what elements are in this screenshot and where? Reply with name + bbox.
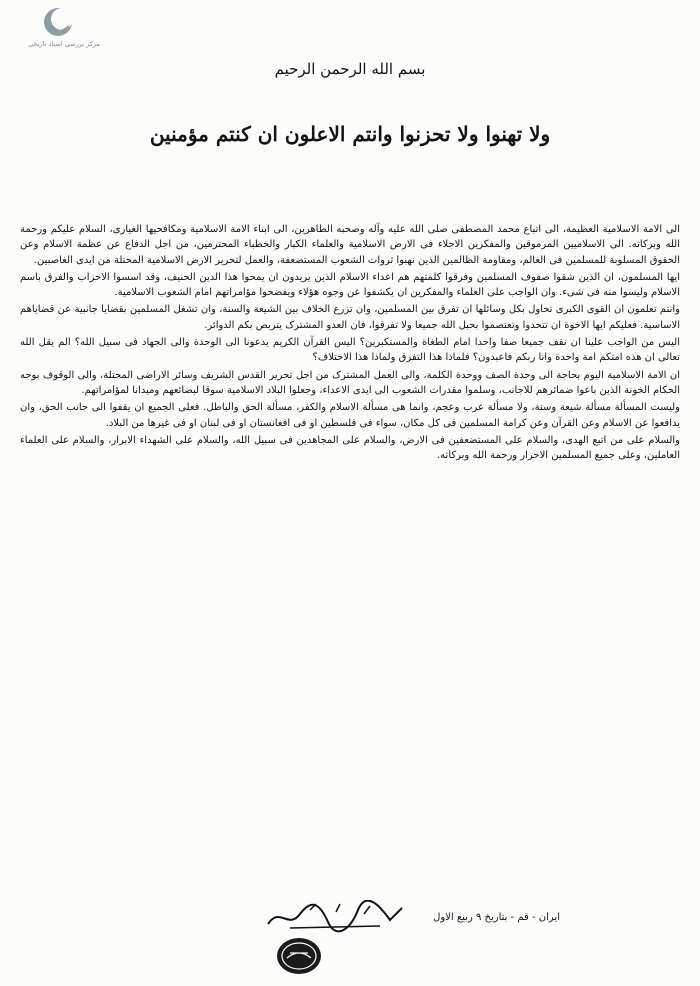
official-seal bbox=[274, 934, 324, 978]
letter-paragraph: ایها المسلمون، ان الذین شقوا صفوف المسلمین وفرقوا کلمتهم هم اعداء الاسلام الذین یریدون ان یمحوا هذا الدین الحنیف، وقد اسسوا الاحزاب والفرق باسم الاسلام ولیسوا منه فی شیء. وان الواجب علی العلماء والمفکرین ان یکشفوا عن وجوه هؤلاء ویفضحوا مؤامراتهم امام الشعوب الاسلامیة. bbox=[20, 271, 680, 299]
letter-paragraph: ان الامة الاسلامیة الیوم بحاجة الی وحدة الصف ووحدة الکلمة، والی العمل المشترک من اجل تحریر القدس الشریف وسائر الاراضی المحتلة، والی الوقوف بوجه الحکام الخونة الذین باعوا ضمائرهم للاجانب، وسلموا مقدرات الشعوب الی ایدی الاعداء، وجعلوا البلاد الاسلامیة سوقا لبضائعهم ومیدانا لمؤامراتهم. bbox=[20, 369, 680, 396]
basmala: بسم الله الرحمن الرحیم bbox=[274, 60, 426, 78]
logo-text: مرکز بررسی اسناد تاریخی bbox=[28, 40, 100, 48]
crescent-logo-icon bbox=[42, 6, 74, 38]
archive-logo bbox=[10, 6, 118, 52]
handwritten-signature bbox=[260, 900, 410, 934]
letter-body bbox=[20, 222, 680, 882]
place-date: ایران - قم - بتاریخ ۹ ربیع الاول bbox=[433, 912, 560, 923]
signature-block bbox=[260, 900, 560, 936]
quran-verse-heading: ولا تهنوا ولا تحزنوا وانتم الاعلون ان کنتم مؤمنین bbox=[149, 122, 551, 146]
letter-paragraph: الی الامة الاسلامیة العظیمة، الی اتباع محمد المصطفی صلی الله علیه وآله وصحبه الطاهرین، الی ابناء الامة الاسلامیة ومکافحیها الغیارى، السلام علیکم ورحمة الله وبرکاته. الی الاسلامیین المرموقین والمفکرین الاجلاء فی الارض الاسلامیة والعلماء الکبار والخطباء المحترمین، من اجل الدفاع عن عظمة الاسلام وعن الحقوق المسلوبة للمسلمین فی العالم، ومقاومة الظالمین الذین نهبوا ثروات الشعوب المستضعفة، والعمل لتحریر الارض الاسلامیة المحتلة من ایدی الغاصبین. bbox=[20, 224, 680, 266]
letter-paragraph: ولیست المسألة مسألة شیعة وسنة، ولا مسألة عرب وعجم، وانما هی مسألة الاسلام والکفر، مسألة الحق والباطل. فعلی الجمیع ان یقفوا الی جانب الحق، وان یدافعوا عن الاسلام وعن القرآن وعن کرامة المسلمین فی کل مکان، سواء فی فلسطین او فی افغانستان او فی لبنان او فی غیرها من البلاد. bbox=[20, 402, 680, 429]
letter-paragraph: وانتم تعلمون ان القوی الکبری تحاول بکل وسائلها ان تفرق بین المسلمین، وان تزرع الخلاف بین الشیعة والسنة، وان تشغل المسلمین بقضایا جانبیة عن قضایاهم الاساسیة. فعلیکم ایها الاخوة ان تتحدوا وتعتصموا بحبل الله جمیعا ولا تفرقوا، فان العدو المشترک یتربص بکم الدوائر. bbox=[20, 304, 680, 331]
letter-paragraph: الیس من الواجب علینا ان نقف جمیعا صفا واحدا امام الطغاة والمستکبرین؟ الیس القرآن الکریم یدعونا الی الوحدة والی الجهاد فی سبیل الله؟ الم یقل الله تعالی ان هذه امتکم امة واحدة وانا ربکم فاعبدون؟ فلماذا هذا التفرق ولماذا هذا الاختلاف؟ bbox=[20, 337, 680, 364]
letter-paragraph: والسلام علی من اتبع الهدی، والسلام علی المستضعفین فی الارض، والسلام علی المجاهدین فی سبیل الله، والسلام علی الشهداء الابرار، والسلام علی العلماء العاملین، وعلی جمیع المسلمین الاحرار ورحمة الله وبرکاته. bbox=[20, 434, 680, 462]
